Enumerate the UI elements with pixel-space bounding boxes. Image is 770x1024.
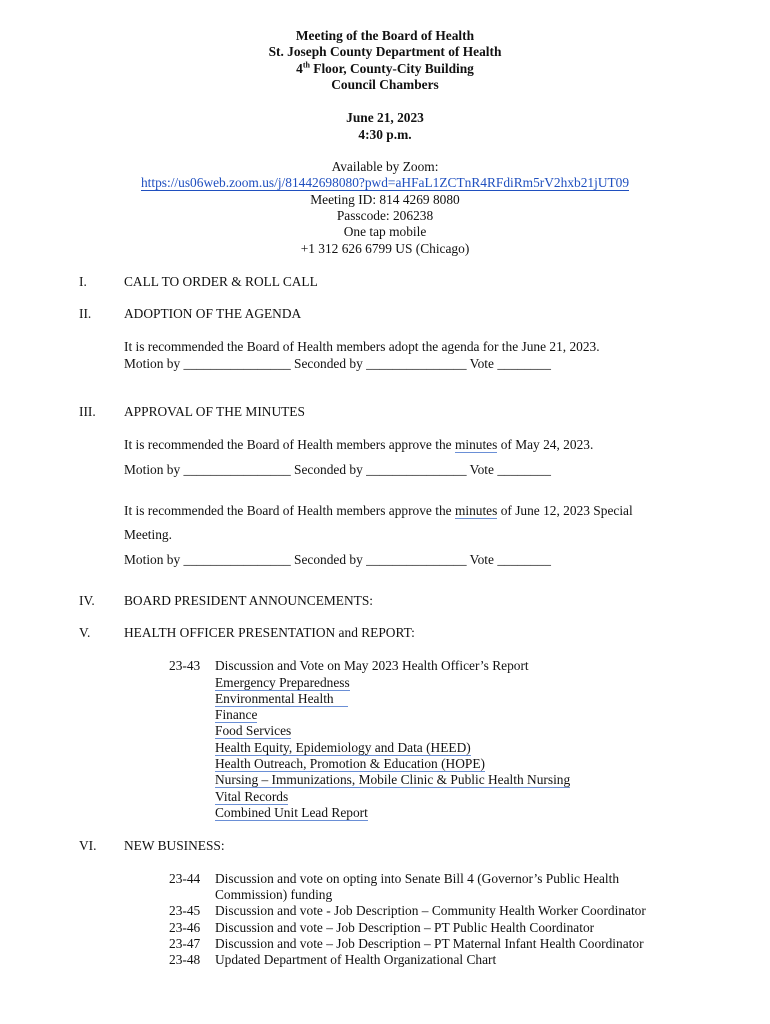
motion-line: Motion by ________________ Seconded by _______________ Vote ________ <box>124 462 551 477</box>
report-link-environmental-health[interactable]: Environmental Health <box>215 691 348 707</box>
room-name: Council Chambers <box>331 77 439 92</box>
report-link-nursing[interactable]: Nursing – Immunizations, Mobile Clinic & Public Health Nursing <box>215 772 571 787</box>
report-link-row <box>215 772 570 788</box>
item-code: 23-45 <box>169 903 201 918</box>
floor-number: 4 <box>296 61 303 76</box>
section-title: BOARD PRESIDENT ANNOUNCEMENTS: <box>124 593 373 608</box>
section-number: VI. <box>79 838 97 853</box>
recommendation-text: of June 12, 2023 Special <box>497 503 633 518</box>
item-description: Discussion and vote on opting into Senate Bill 4 (Governor’s Public Health <box>215 871 620 886</box>
recommendation-continuation: Meeting. <box>124 527 172 542</box>
section-number: II. <box>79 306 92 321</box>
section-title: APPROVAL OF THE MINUTES <box>124 404 305 419</box>
section-title: ADOPTION OF THE AGENDA <box>124 306 302 321</box>
motion-line: Motion by ________________ Seconded by _______________ Vote ________ <box>124 552 551 567</box>
agenda-recommendation: It is recommended the Board of Health members adopt the agenda for the June 21, 2023. <box>124 339 600 354</box>
report-link-combined-unit-lead[interactable]: Combined Unit Lead Report <box>215 805 368 820</box>
minutes-link[interactable]: minutes <box>454 503 498 518</box>
section-title: NEW BUSINESS: <box>124 838 225 853</box>
minutes-link[interactable]: minutes <box>454 437 498 452</box>
report-link-vital-records[interactable]: Vital Records <box>215 789 289 804</box>
item-code: 23-44 <box>169 871 201 886</box>
item-description: Discussion and vote – Job Description – PT Public Health Coordinator <box>215 920 595 935</box>
section-number: IV. <box>79 593 95 608</box>
phone-number: +1 312 626 6799 US (Chicago) <box>300 241 470 256</box>
meeting-id: Meeting ID: 814 4269 8080 <box>310 192 460 207</box>
recommendation-text: of May 24, 2023. <box>497 437 594 452</box>
meeting-date: June 21, 2023 <box>346 110 424 125</box>
building-location <box>0 61 770 77</box>
item-description: Updated Department of Health Organizational Chart <box>215 952 497 967</box>
report-link-row <box>215 805 368 821</box>
floor-suffix: th <box>302 60 310 70</box>
zoom-url-row <box>0 175 770 191</box>
meeting-time: 4:30 p.m. <box>358 127 412 142</box>
item-code: 23-48 <box>169 952 201 967</box>
department-name: St. Joseph County Department of Health <box>268 44 502 59</box>
report-link-row <box>215 691 348 707</box>
zoom-link[interactable]: https://us06web.zoom.us/j/81442698080?pwd=aHFaL1ZCTnR4RFdiRm5rV2hxb21jUT09 <box>140 175 630 190</box>
special-minutes-recommendation <box>124 503 633 519</box>
minutes-recommendation <box>124 437 593 453</box>
item-description: Discussion and Vote on May 2023 Health Officer’s Report <box>215 658 529 673</box>
item-code: 23-43 <box>169 658 201 673</box>
section-number: V. <box>79 625 91 640</box>
report-link-row <box>215 789 288 805</box>
section-title: HEALTH OFFICER PRESENTATION and REPORT: <box>124 625 415 640</box>
item-description: Discussion and vote – Job Description – PT Maternal Infant Health Coordinator <box>215 936 644 951</box>
item-description: Discussion and vote - Job Description – Community Health Worker Coordinator <box>215 903 646 918</box>
section-number: I. <box>79 274 87 289</box>
one-tap-label: One tap mobile <box>343 224 427 239</box>
report-link-row <box>215 707 257 723</box>
recommendation-text: It is recommended the Board of Health members approve the <box>124 437 455 452</box>
motion-line: Motion by ________________ Seconded by _______________ Vote ________ <box>124 356 551 371</box>
report-link-finance[interactable]: Finance <box>215 707 258 722</box>
item-code: 23-47 <box>169 936 201 951</box>
report-link-row <box>215 723 291 739</box>
item-description-continuation: Commission) funding <box>215 887 333 902</box>
report-link-heed[interactable]: Health Equity, Epidemiology and Data (HEED) <box>215 740 471 755</box>
building-name: Floor, County-City Building <box>309 61 474 76</box>
report-link-row <box>215 740 471 756</box>
section-number: III. <box>79 404 96 419</box>
meeting-title: Meeting of the Board of Health <box>295 28 475 43</box>
report-link-row <box>215 756 485 772</box>
report-link-food-services[interactable]: Food Services <box>215 723 292 738</box>
report-link-emergency-preparedness[interactable]: Emergency Preparedness <box>215 675 350 690</box>
zoom-label: Available by Zoom: <box>331 159 439 174</box>
report-link-row <box>215 675 350 691</box>
section-title: CALL TO ORDER & ROLL CALL <box>124 274 318 289</box>
recommendation-text: It is recommended the Board of Health members approve the <box>124 503 455 518</box>
report-link-hope[interactable]: Health Outreach, Promotion & Education (HOPE) <box>215 756 485 771</box>
passcode: Passcode: 206238 <box>336 208 434 223</box>
item-code: 23-46 <box>169 920 201 935</box>
